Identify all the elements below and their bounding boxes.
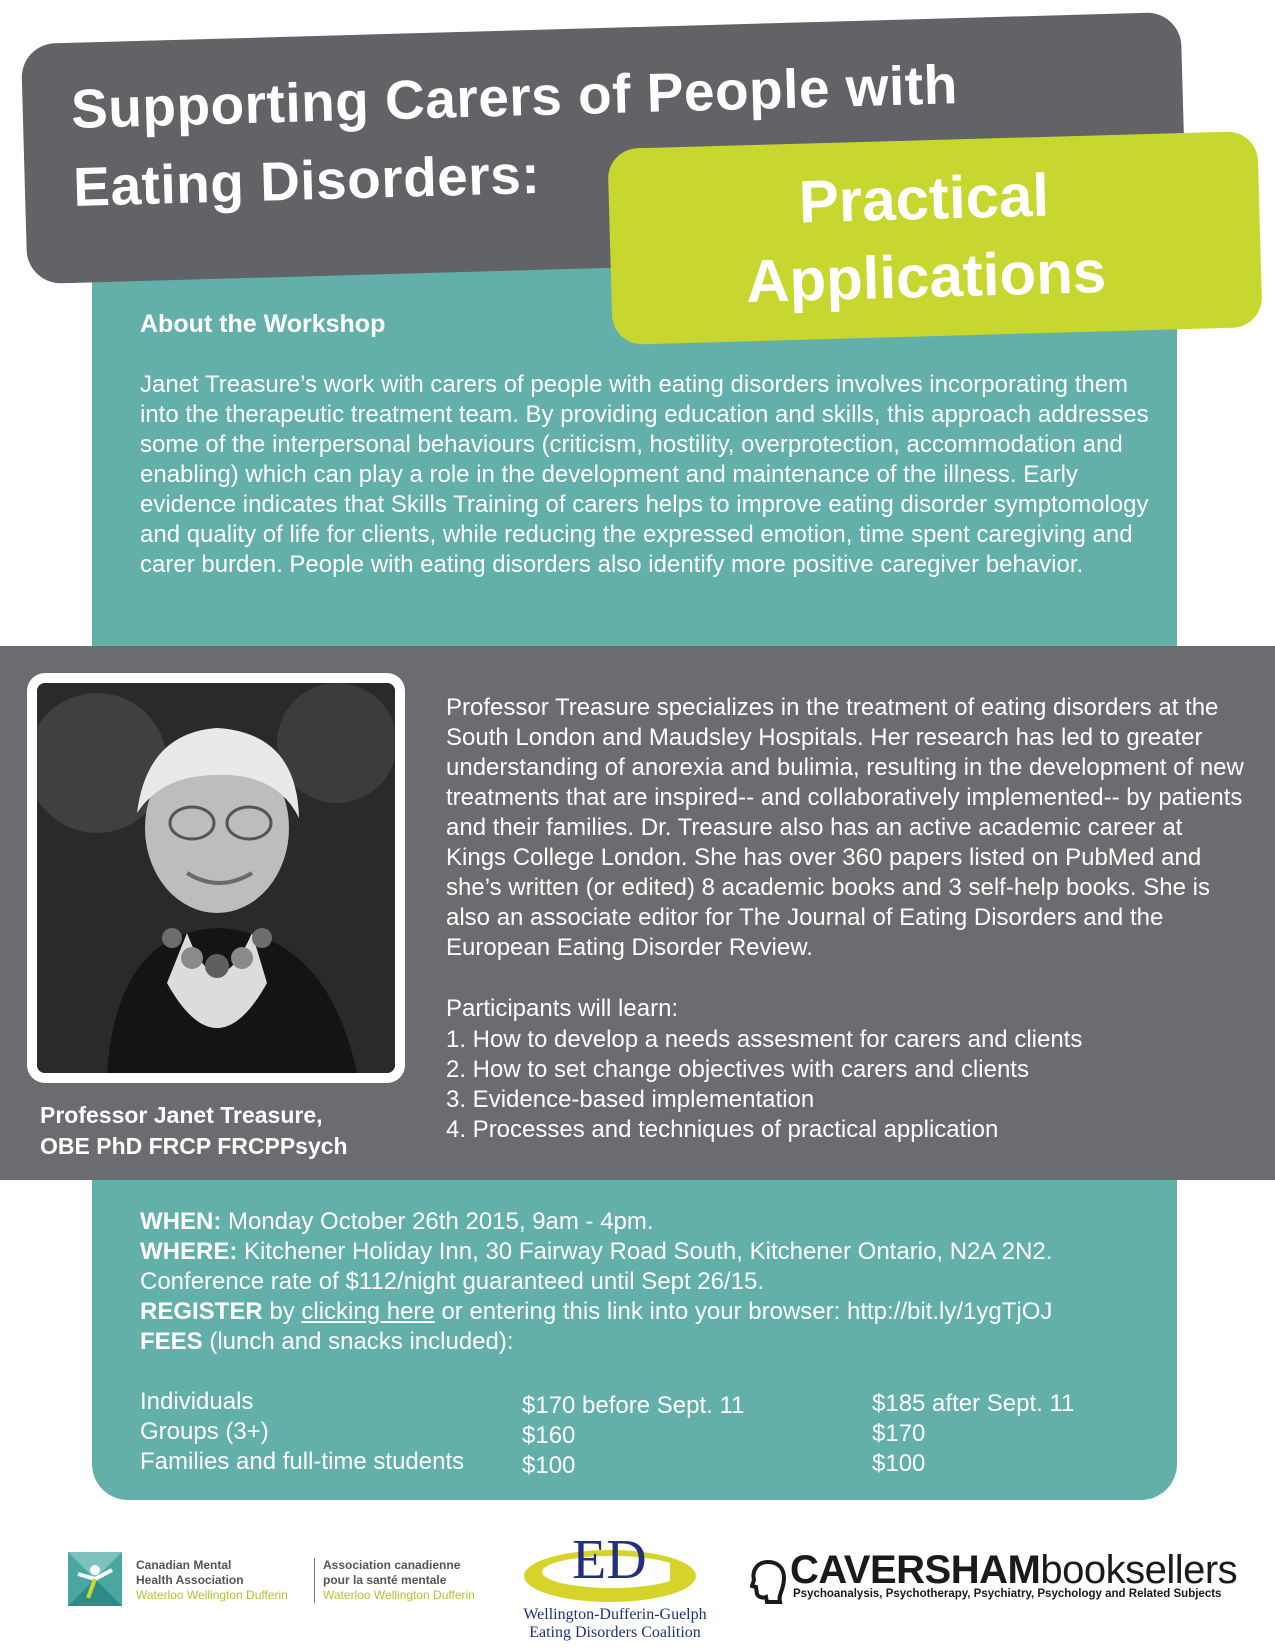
register-label: REGISTER (140, 1298, 263, 1325)
speaker-bio: Professor Treasure specializes in the treatment of eating disorders at the South London and Maudsley Hospitals. Her research has led to greater understanding of anorexia and bulimia, resulting in the development of new treatments that are inspired-- and collaboratively implemented-- by patients and their families. Dr. Treasure also has an active academic career at Kings College London. She has over 360 papers listed on PubMed and she’s written (or edited) 8 academic books and 3 self-help books. She is also an associate editor for The Journal of Eating Disorders and the European Eating Disorder Review. (446, 694, 1244, 961)
fee-category: Families and full-time students (140, 1448, 465, 1475)
speaker-portrait-icon (37, 683, 395, 1073)
ed-caption-line-1: Wellington-Dufferin-Guelph (523, 1606, 707, 1623)
fees-line (140, 1328, 514, 1356)
fee-category: Groups (3+) (140, 1418, 269, 1445)
fees-note: (lunch and snacks included): (202, 1328, 514, 1355)
about-body: Janet Treasure’s work with carers of people with eating disorders involves incorporating them into the therapeutic treatment team. By providing education and skills, this approach addresses some of the interpersonal behaviours (criticism, hostility, overprotection, accommodation and enabling) which can play a role in the development and maintenance of the illness. Early evidence indicates that Skills Training of carers helps to improve eating disorder symptomology and quality of life for clients, while reducing the expressed emotion, time spent caregiving and carer burden. People with eating disorders also identify more positive caregiver behavior. (140, 371, 1149, 578)
speaker-photo (37, 683, 395, 1073)
learn-heading: Participants will learn: (446, 995, 679, 1022)
fees-table (140, 1388, 1140, 1478)
cmha-en-line-1: Canadian Mental (136, 1558, 232, 1572)
register-url: or entering this link into your browser: http://bit.ly/1ygTjOJ (434, 1298, 1053, 1325)
list-item: 4. Processes and techniques of practical application (446, 1116, 999, 1143)
when-value: Monday October 26th 2015, 9am - 4pm. (221, 1208, 654, 1235)
speaker-credentials: OBE PhD FRCP FRCPPsych (40, 1133, 348, 1159)
cmha-fr-line-1: Association canadienne (323, 1558, 461, 1572)
subtitle (608, 151, 1242, 325)
caversham-light: booksellers (1040, 1548, 1238, 1592)
register-link[interactable]: clicking here (301, 1298, 435, 1325)
fee-late: $170 (872, 1420, 926, 1447)
caversham-tagline: Psychoanalysis, Psychotherapy, Psychiatry, Psychology and Related Subjects (793, 1588, 1222, 1600)
title-line-2: Eating Disorders: (72, 142, 541, 218)
conference-rate: Conference rate of $112/night guaranteed until Sept 26/15. (140, 1268, 765, 1295)
fee-row (140, 1448, 1140, 1478)
where-label: WHERE: (140, 1238, 238, 1265)
fee-early: $100 (522, 1452, 576, 1479)
fee-late: $185 after Sept. 11 (872, 1390, 1075, 1417)
fee-early: $160 (522, 1422, 576, 1449)
cmha-english-name (136, 1558, 288, 1603)
caversham-wordmark (790, 1548, 1237, 1593)
cmha-en-line-2: Health Association (136, 1573, 244, 1587)
speaker-name-line-1: Professor Janet Treasure, (40, 1102, 323, 1128)
cmha-french-name (314, 1558, 475, 1603)
when-line (140, 1208, 654, 1236)
cmha-fr-line-2: pour la santé mentale (323, 1573, 447, 1587)
caversham-head-icon (750, 1560, 786, 1609)
fees-label: FEES (140, 1328, 203, 1355)
fee-early: $170 before Sept. 11 (522, 1392, 745, 1419)
where-line (140, 1238, 1052, 1266)
list-item: 2. How to set change objectives with carers and clients (446, 1056, 1029, 1083)
where-value: Kitchener Holiday Inn, 30 Fairway Road South, Kitchener Ontario, N2A 2N2. (237, 1238, 1053, 1265)
fee-late: $100 (872, 1450, 926, 1477)
about-heading: About the Workshop (140, 310, 386, 338)
register-line (140, 1298, 1052, 1326)
ed-coalition-caption (510, 1606, 720, 1642)
when-label: WHEN: (140, 1208, 222, 1235)
ed-caption-line-2: Eating Disorders Coalition (529, 1624, 701, 1641)
caversham-strong: CAVERSHAM (790, 1548, 1041, 1592)
ed-logo-text: ED (572, 1529, 647, 1591)
title-line-1: Supporting Carers of People with (70, 53, 959, 140)
fee-row (140, 1418, 1140, 1448)
register-pre: by (262, 1298, 302, 1325)
fee-category: Individuals (140, 1388, 254, 1415)
cmha-fr-region: Waterloo Wellington Dufferin (323, 1588, 475, 1602)
fee-row (140, 1388, 1140, 1418)
cmha-logo-icon (68, 1552, 122, 1606)
subtitle-line-2: Applications (745, 237, 1107, 315)
learn-list (446, 1025, 1246, 1145)
speaker-name (40, 1100, 410, 1162)
list-item: 1. How to develop a needs assesment for carers and clients (446, 1026, 1083, 1053)
cmha-en-region: Waterloo Wellington Dufferin (136, 1588, 288, 1602)
subtitle-line-1: Practical (797, 161, 1050, 236)
list-item: 3. Evidence-based implementation (446, 1086, 815, 1113)
